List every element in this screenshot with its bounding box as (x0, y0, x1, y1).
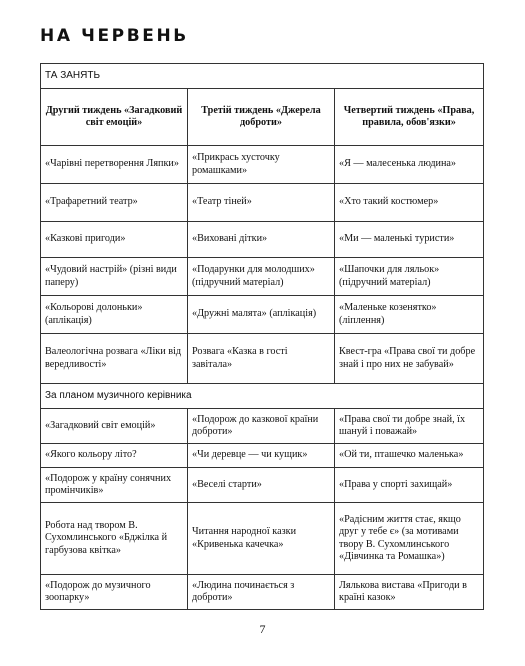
section-header-activities: ТА ЗАНЯТЬ (41, 64, 484, 89)
table-cell: «Людина починається з доброти» (188, 575, 335, 610)
table-cell: «Дружні малята» (аплікація) (188, 296, 335, 334)
table-cell: «Подорож у країну сонячних промінчиків» (41, 468, 188, 503)
table-cell: «Чудовий настрій» (різні види паперу) (41, 258, 188, 296)
page-title: НА ЧЕРВЕНЬ (40, 26, 189, 46)
table-cell: «Подорож до музичного зоопарку» (41, 575, 188, 610)
table-row (41, 296, 484, 334)
table-cell: «Шапочки для ляльок» (підручний матеріал) (335, 258, 484, 296)
table-cell: «Ми — маленькі туристи» (335, 222, 484, 258)
table-cell: «Права свої ти добре знай, їх шануй і поважай» (335, 409, 484, 444)
table-cell: Читання народної казки «Кривенька качечка» (188, 503, 335, 575)
table-row (41, 444, 484, 468)
table-cell: «Театр тіней» (188, 184, 335, 222)
table-cell: «Права у спорті захищай» (335, 468, 484, 503)
table-cell: «Подорож до казкової країни доброти» (188, 409, 335, 444)
table-cell: Робота над твором В. Сухомлинського «Бджілка й гарбузова квітка» (41, 503, 188, 575)
table-cell: «Чарівні перетворення Ляпки» (41, 146, 188, 184)
table-row (41, 184, 484, 222)
section-row (41, 384, 484, 409)
section-header-music: За планом музичного керівника (41, 384, 484, 409)
table-cell: «Загадковий світ емоцій» (41, 409, 188, 444)
table-row (41, 468, 484, 503)
section-row (41, 64, 484, 89)
table-cell: «Радісним життя стає, якщо друг у тебе є» (за мотивами твору В. Сухомлинського «Дівчинка та Ромашка») (335, 503, 484, 575)
table-cell: «Я — малесенька людина» (335, 146, 484, 184)
header-week-3: Третій тиждень «Джерела доброти» (188, 89, 335, 146)
table-cell: «Прикрась хусточку ромашками» (188, 146, 335, 184)
table-row (41, 503, 484, 575)
table-cell: Розвага «Казка в гості завітала» (188, 334, 335, 384)
table-cell: Лялькова вистава «Пригоди в країні казок» (335, 575, 484, 610)
table-row (41, 146, 484, 184)
page-number: 7 (259, 622, 266, 636)
table-cell: Валеологічна розвага «Ліки від вередливості» (41, 334, 188, 384)
table-row (41, 222, 484, 258)
table-cell: Квест-гра «Права свої ти добре знай і про них не забувай» (335, 334, 484, 384)
table-cell: «Якого кольору літо? (41, 444, 188, 468)
table-row (41, 258, 484, 296)
table-cell: «Чи деревце — чи кущик» (188, 444, 335, 468)
table-cell: «Трафаретний театр» (41, 184, 188, 222)
header-row (41, 89, 484, 146)
header-week-2: Другий тиждень «Загадковий світ емоцій» (41, 89, 188, 146)
table-cell: «Маленьке козенятко» (ліплення) (335, 296, 484, 334)
plan-table-body (41, 64, 484, 610)
table-row (41, 409, 484, 444)
table-row (41, 575, 484, 610)
plan-table (40, 63, 484, 610)
table-cell: «Казкові пригоди» (41, 222, 188, 258)
table-cell: «Ой ти, пташечко маленька» (335, 444, 484, 468)
table-cell: «Веселі старти» (188, 468, 335, 503)
header-week-4: Четвертий тиждень «Права, правила, обов'язки» (335, 89, 484, 146)
table-row (41, 334, 484, 384)
table-cell: «Кольорові долоньки» (аплікація) (41, 296, 188, 334)
table-cell: «Подарунки для молодших» (підручний матеріал) (188, 258, 335, 296)
table-cell: «Хто такий костюмер» (335, 184, 484, 222)
table-cell: «Виховані дітки» (188, 222, 335, 258)
